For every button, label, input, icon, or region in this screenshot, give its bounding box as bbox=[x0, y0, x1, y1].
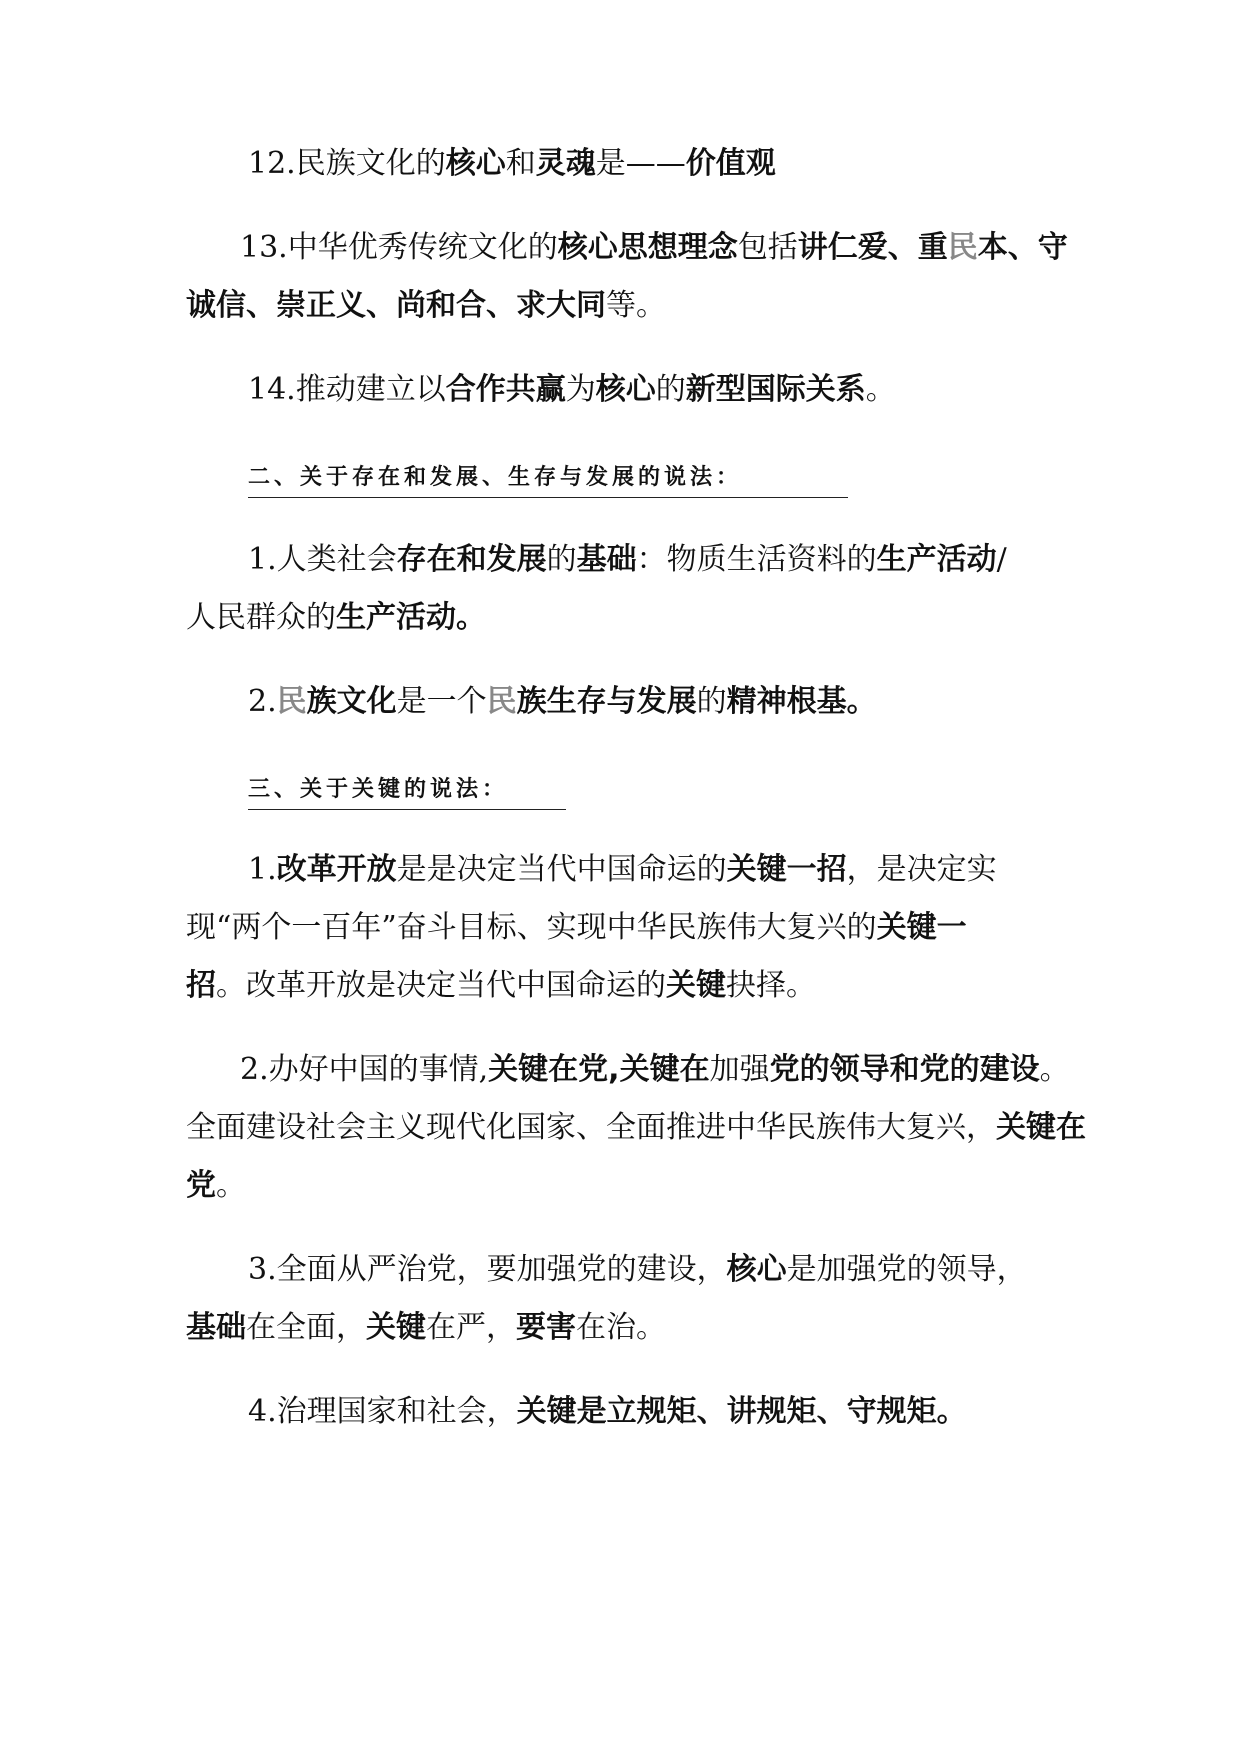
text: 。改革开放是决定当代中国命运的 bbox=[216, 968, 666, 1003]
bold-text: 新型国际关系 bbox=[685, 372, 866, 407]
bold-text: 关键 bbox=[666, 968, 726, 1003]
bold-text: 核心 bbox=[726, 1252, 787, 1287]
bold-text: 关键一 bbox=[876, 910, 967, 945]
section3-item2-line2 bbox=[186, 1108, 1086, 1148]
text: 现“两个一百年”奋斗目标、实现中华民族伟大复兴的 bbox=[186, 910, 877, 945]
item-number: 2. bbox=[248, 684, 277, 719]
text: 人民群众的 bbox=[186, 600, 336, 635]
text: ：物质生活资料的 bbox=[636, 542, 877, 577]
bold-text: 核心思想理念 bbox=[557, 230, 738, 265]
bold-text: 党的领导和党的建设 bbox=[769, 1052, 1040, 1087]
item-number: 2. bbox=[240, 1052, 269, 1087]
bold-text: 存在和发展 bbox=[396, 542, 547, 577]
gray-bold-text: 民 bbox=[276, 684, 307, 719]
text: 是一个 bbox=[396, 684, 487, 719]
text: 在严， bbox=[426, 1310, 516, 1345]
item-number: 4. bbox=[248, 1394, 277, 1429]
bold-text: 关键 bbox=[366, 1310, 426, 1345]
bold-text: 讲仁爱、重 bbox=[797, 230, 948, 265]
text: 和 bbox=[505, 146, 536, 181]
bold-text: 改革开放 bbox=[276, 852, 397, 887]
section-heading-2: 二、关于存在和发展、生存与发展的说法： bbox=[248, 460, 848, 498]
section3-item3-line1 bbox=[248, 1250, 1027, 1290]
text: 是是决定当代中国命运的 bbox=[396, 852, 727, 887]
item-number: 3. bbox=[248, 1252, 277, 1287]
bold-text: 核心 bbox=[445, 146, 506, 181]
bold-text: 生产活动 bbox=[876, 542, 997, 577]
text: / bbox=[996, 542, 1007, 577]
section3-item4 bbox=[248, 1392, 967, 1432]
bold-text: 本、守 bbox=[977, 230, 1068, 265]
bold-text: 精神根基。 bbox=[726, 684, 877, 719]
bold-text: 灵魂 bbox=[535, 146, 596, 181]
bold-text: 诚信、崇正义、尚和合、求大同 bbox=[186, 288, 606, 323]
bold-text: 关键在党,关键在 bbox=[488, 1052, 710, 1087]
text: 加强 bbox=[709, 1052, 770, 1087]
bold-text: 族生存与发展 bbox=[516, 684, 697, 719]
section3-item1-line1 bbox=[248, 850, 997, 890]
text: 是加强党的领导， bbox=[786, 1252, 1027, 1287]
paragraph-12 bbox=[248, 144, 776, 184]
bold-text: 关键一招 bbox=[726, 852, 847, 887]
section-heading-3: 三、关于关键的说法： bbox=[248, 772, 566, 810]
paragraph-13-line1 bbox=[240, 228, 1068, 268]
section3-item2-line1 bbox=[240, 1050, 1070, 1090]
bold-text: 基础 bbox=[576, 542, 637, 577]
bold-text: 关键是立规矩、讲规矩、守规矩。 bbox=[516, 1394, 967, 1429]
section2-item1-line2 bbox=[186, 598, 486, 638]
text: 为 bbox=[565, 372, 596, 407]
section2-item1-line1 bbox=[248, 540, 1007, 580]
text: 人类社会 bbox=[276, 542, 397, 577]
text: ，是决定实 bbox=[846, 852, 997, 887]
text: 在全面， bbox=[246, 1310, 366, 1345]
item-number: 1. bbox=[248, 542, 277, 577]
text: 。 bbox=[1039, 1052, 1070, 1087]
text: 的 bbox=[546, 542, 577, 577]
bold-text: 合作共赢 bbox=[445, 372, 566, 407]
gray-bold-text: 民 bbox=[947, 230, 978, 265]
bold-text: 党 bbox=[186, 1168, 216, 1203]
text: 治理国家和社会， bbox=[276, 1394, 517, 1429]
bold-text: 基础 bbox=[186, 1310, 246, 1345]
text: 。 bbox=[865, 372, 896, 407]
gray-bold-text: 民 bbox=[486, 684, 517, 719]
bold-text: 招 bbox=[186, 968, 216, 1003]
bold-text: 要害 bbox=[516, 1310, 576, 1345]
paragraph-13-line2 bbox=[186, 286, 666, 326]
section3-item1-line2 bbox=[186, 908, 967, 948]
text: 等。 bbox=[606, 288, 666, 323]
text: 的 bbox=[655, 372, 686, 407]
text: 推动建立以 bbox=[295, 372, 446, 407]
section3-item1-line3 bbox=[186, 966, 816, 1006]
item-number: 12. bbox=[248, 146, 296, 181]
text: 是—— bbox=[595, 146, 686, 181]
text: 包括 bbox=[737, 230, 798, 265]
text: 全面建设社会主义现代化国家、全面推进中华民族伟大复兴， bbox=[186, 1110, 996, 1145]
text: 。 bbox=[216, 1168, 246, 1203]
bold-text: 核心 bbox=[595, 372, 656, 407]
text: 中华优秀传统文化的 bbox=[287, 230, 558, 265]
section2-item2 bbox=[248, 682, 877, 722]
item-number: 1. bbox=[248, 852, 277, 887]
text: 办好中国的事情, bbox=[268, 1052, 489, 1087]
text: 抉择。 bbox=[726, 968, 816, 1003]
bold-text: 关键在 bbox=[996, 1110, 1086, 1145]
item-number: 14. bbox=[248, 372, 296, 407]
bold-text: 生产活动。 bbox=[336, 600, 486, 635]
item-number: 13. bbox=[240, 230, 288, 265]
bold-text: 价值观 bbox=[685, 146, 776, 181]
section3-item3-line2 bbox=[186, 1308, 666, 1348]
text: 全面从严治党，要加强党的建设， bbox=[276, 1252, 727, 1287]
section3-item2-line3 bbox=[186, 1166, 246, 1206]
text: 的 bbox=[696, 684, 727, 719]
bold-text: 族文化 bbox=[306, 684, 397, 719]
text: 民族文化的 bbox=[295, 146, 446, 181]
paragraph-14 bbox=[248, 370, 896, 410]
text: 在治。 bbox=[576, 1310, 666, 1345]
